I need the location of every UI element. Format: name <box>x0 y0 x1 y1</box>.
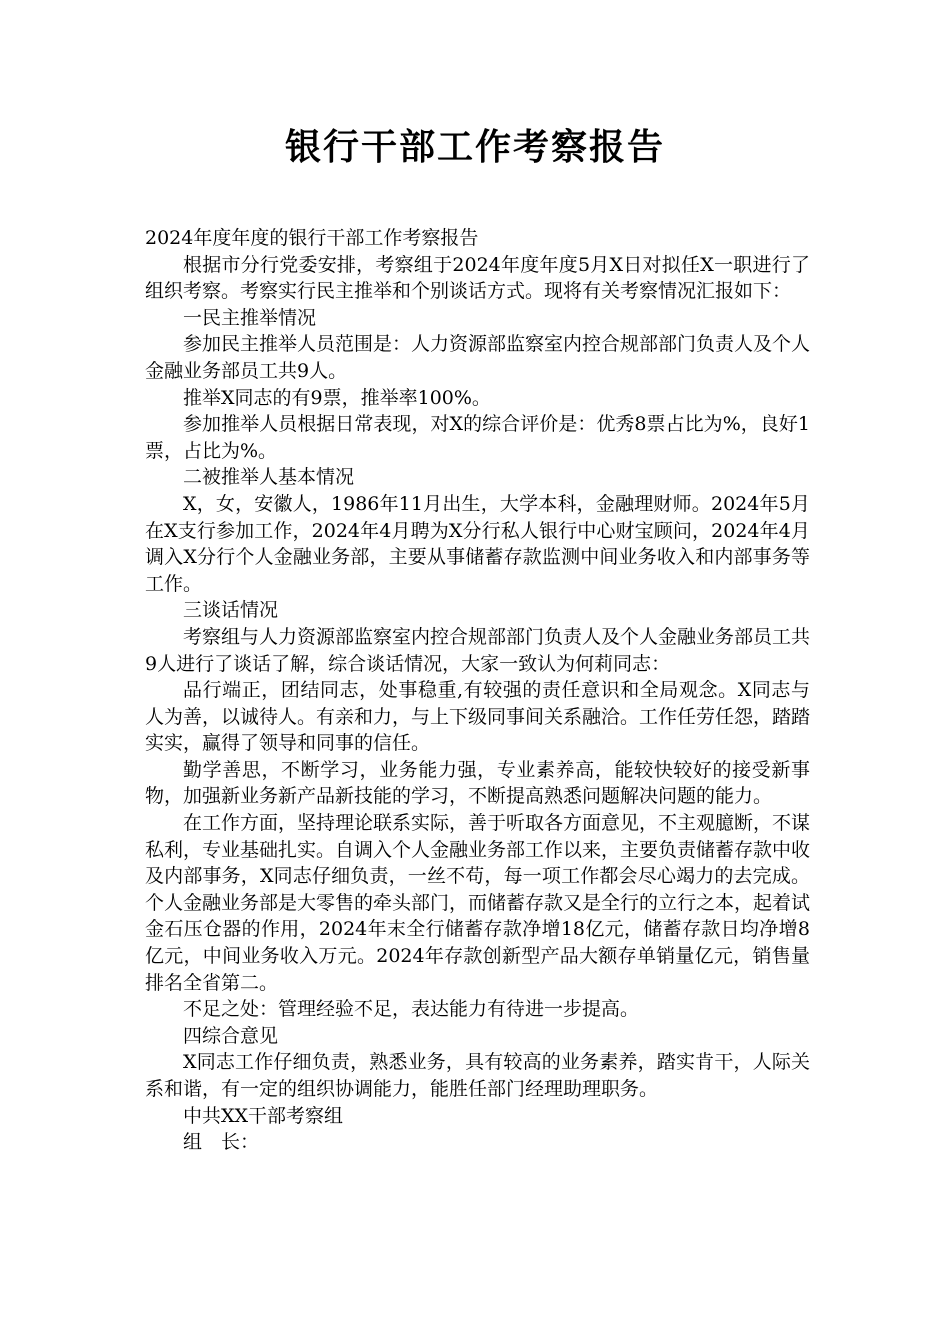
paragraph-work: 在工作方面，坚持理论联系实际，善于听取各方面意见，不主观臆断，不谋私利，专业基础扎实。自调入个人金融业务部工作以来，主要负责储蓄存款中收及内部事务，X同志仔细负责，一丝不苟，每一项工作都会尽心竭力的去完成。个人金融业务部是大零售的牵头部门，而储蓄存款又是全行的立行之本，起着试金石压仓器的作用，2024年末全行储蓄存款净增18亿元，储蓄存款日均净增8亿元，中间业务收入万元。2024年存款创新型产品大额存单销量亿元，销售量排名全省第二。 <box>145 812 811 994</box>
paragraph-learning: 勤学善思，不断学习，业务能力强，专业素养高，能较快较好的接受新事物，加强新业务新产品新技能的学习，不断提高熟悉问题解决问题的能力。 <box>145 758 810 808</box>
signature-leader: 组 长： <box>183 1131 260 1154</box>
paragraph-conclusion: X同志工作仔细负责，熟悉业务，具有较高的业务素养，踏实肯干，人际关系和谐，有一定的组织协调能力，能胜任部门经理助理职务。 <box>145 1051 810 1100</box>
paragraph-basic-info: X，女，安徽人，1986年11月出生，大学本科，金融理财师。2024年5月在X支行参加工作，2024年4月聘为X分行私人银行中心财宝顾问，2024年4月调入X分行个人金融业务部，主要从事储蓄存款监测中间业务收入和内部事务等工作。 <box>145 492 810 595</box>
section-heading-1: 一民主推举情况 <box>183 306 317 329</box>
document-title: 银行干部工作考察报告 <box>284 127 665 168</box>
section-heading-2: 二被推举人基本情况 <box>183 466 355 489</box>
paragraph-shortcomings: 不足之处：管理经验不足，表达能力有待进一步提高。 <box>183 998 640 1021</box>
document-body <box>145 225 810 1156</box>
report-subtitle: 2024年度年度的银行干部工作考察报告 <box>145 227 479 249</box>
signature-organization: 中共XX干部考察组 <box>183 1104 344 1127</box>
paragraph-character: 品行端正，团结同志，处事稳重,有较强的责任意识和全局观念。X同志与人为善，以诚待人。有亲和力，与上下级同事间关系融洽。工作任劳任怨，踏踏实实，赢得了领导和同事的信任。 <box>145 679 811 755</box>
section-heading-3: 三谈话情况 <box>183 599 279 622</box>
paragraph-evaluation: 参加推举人员根据日常表现，对X的综合评价是：优秀8票占比为%，良好1票，占比为%。 <box>145 413 810 462</box>
section-heading-4: 四综合意见 <box>183 1024 279 1047</box>
intro-paragraph: 根据市分行党委安排，考察组于2024年度年度5月X日对拟任X一职进行了组织考察。考察实行民主推举和个别谈话方式。现将有关考察情况汇报如下： <box>145 253 810 303</box>
paragraph-participants: 参加民主推举人员范围是：人力资源部监察室内控合规部部门负责人及个人金融业务部员工共9人。 <box>145 333 811 382</box>
paragraph-interview: 考察组与人力资源部监察室内控合规部部门负责人及个人金融业务部员工共9人进行了谈话了解，综合谈话情况，大家一致认为何莉同志： <box>145 625 811 675</box>
paragraph-votes: 推举X同志的有9票，推举率100%。 <box>183 386 491 409</box>
